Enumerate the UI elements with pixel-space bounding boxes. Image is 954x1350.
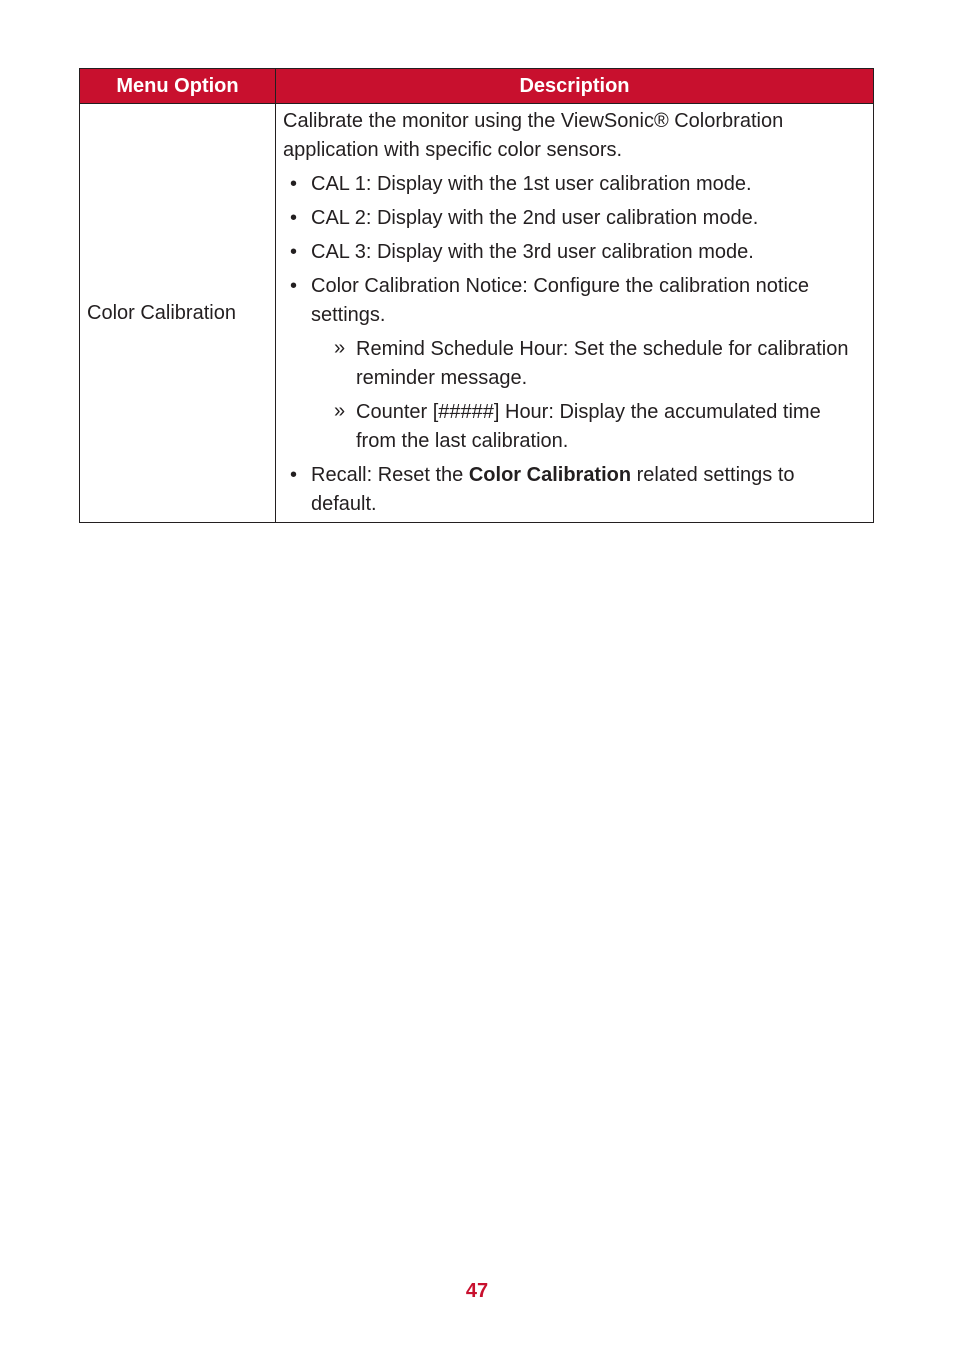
list-item-text-start: Recall: Reset the xyxy=(311,464,469,486)
list-item xyxy=(283,170,865,199)
header-menu-option: Menu Option xyxy=(80,69,276,104)
bullet-list xyxy=(283,170,865,519)
bullet-icon: • xyxy=(290,173,298,195)
sub-bullet-list xyxy=(311,335,865,456)
sub-list-item-text: Counter [#####] Hour: Display the accumulated time from the last calibration. xyxy=(356,401,821,452)
list-item-text: CAL 1: Display with the 1st user calibration mode. xyxy=(311,173,752,195)
list-item xyxy=(283,238,865,267)
list-item-text-bold: Color Calibration xyxy=(468,464,632,486)
sub-list-item-text: Remind Schedule Hour: Set the schedule for calibration reminder message. xyxy=(356,338,849,389)
description-intro: Calibrate the monitor using the ViewSonic® Colorbration application with specific color sensors. xyxy=(283,110,784,161)
list-item-text-end: related settings to default. xyxy=(311,464,795,515)
page-number: 47 xyxy=(465,1280,489,1302)
description-cell xyxy=(276,104,874,523)
menu-option-table xyxy=(79,68,874,523)
bullet-icon: • xyxy=(290,464,298,486)
table-header-row xyxy=(80,69,874,104)
bullet-icon: • xyxy=(290,275,298,297)
header-description: Description xyxy=(276,69,874,104)
double-chevron-icon: » xyxy=(334,337,346,359)
sub-list-item xyxy=(311,398,865,456)
list-item-text: Color Calibration Notice: Configure the calibration notice settings. xyxy=(311,275,810,326)
list-item xyxy=(283,204,865,233)
list-item xyxy=(283,272,865,456)
list-item-text: CAL 3: Display with the 3rd user calibration mode. xyxy=(311,241,754,263)
sub-list-item xyxy=(311,335,865,393)
double-chevron-icon: » xyxy=(334,400,346,422)
bullet-icon: • xyxy=(290,207,298,229)
menu-option-cell: Color Calibration xyxy=(80,104,276,523)
table-row xyxy=(80,104,874,523)
bullet-icon: • xyxy=(290,241,298,263)
list-item xyxy=(283,461,865,519)
list-item-text: CAL 2: Display with the 2nd user calibration mode. xyxy=(311,207,759,229)
